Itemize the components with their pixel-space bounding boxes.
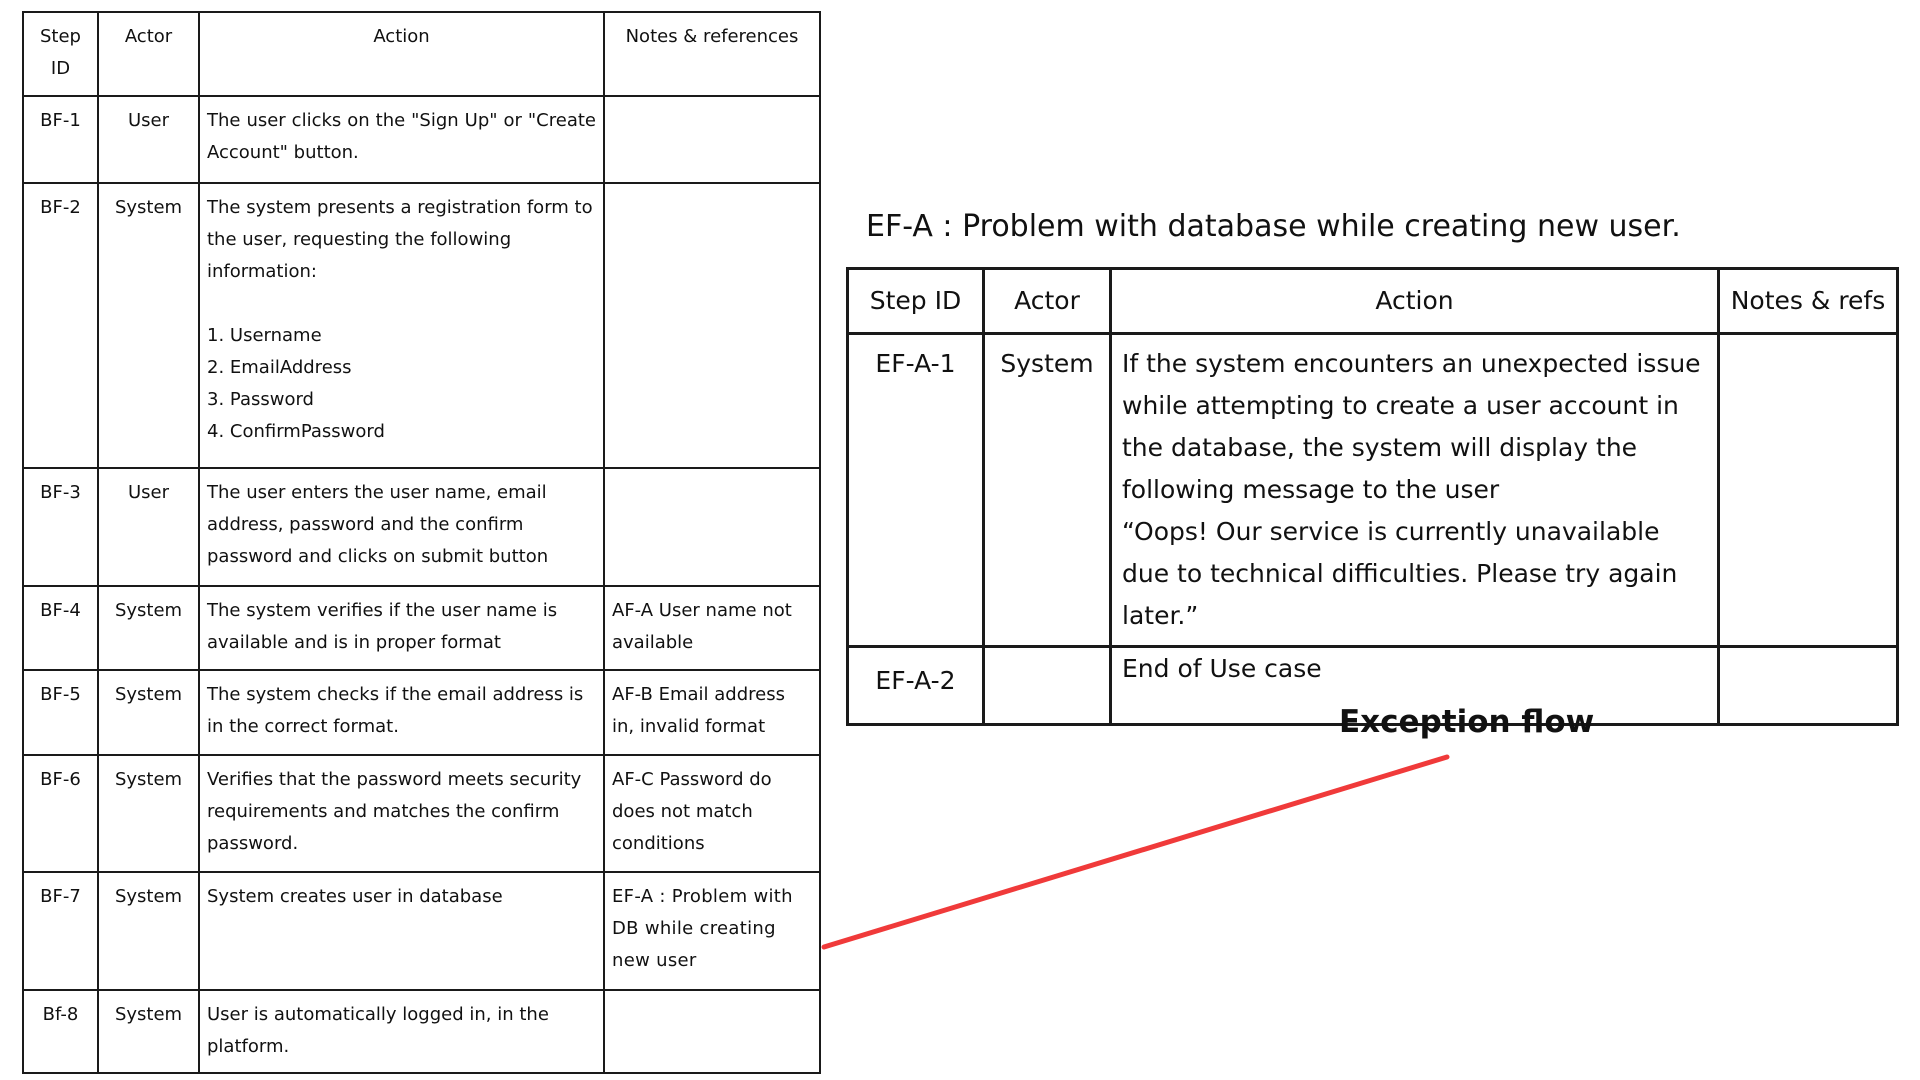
actor: System <box>98 586 199 670</box>
table-header-row <box>848 269 1898 334</box>
header-notes: Notes & refs <box>1719 269 1898 334</box>
list-item: 2. EmailAddress <box>207 357 352 378</box>
action: The system verifies if the user name is available and is in proper format <box>199 586 604 670</box>
exception-flow-table <box>846 267 1899 726</box>
notes <box>1719 334 1898 647</box>
header-notes: Notes & references <box>604 12 820 96</box>
action: The system checks if the email address is in the correct format. <box>199 670 604 755</box>
step-id: BF-7 <box>23 872 98 990</box>
action <box>1111 334 1719 647</box>
header-step-id: Step ID <box>23 12 98 96</box>
notes: AF-A User name not available <box>604 586 820 670</box>
header-actor: Actor <box>984 269 1111 334</box>
action <box>199 183 604 468</box>
action: The user enters the user name, email address, password and the confirm password and clicks on submit button <box>199 468 604 586</box>
step-id: BF-3 <box>23 468 98 586</box>
step-id: Bf-8 <box>23 990 98 1073</box>
header-actor: Actor <box>98 12 199 96</box>
step-id: BF-5 <box>23 670 98 755</box>
list-item: 4. ConfirmPassword <box>207 421 385 442</box>
header-action: Action <box>199 12 604 96</box>
table-row <box>23 183 820 468</box>
table-row <box>23 872 820 990</box>
notes <box>1719 647 1898 725</box>
table-row <box>23 468 820 586</box>
notes: AF-B Email address in, invalid format <box>604 670 820 755</box>
actor: System <box>98 183 199 468</box>
actor: System <box>98 670 199 755</box>
action-intro: The system presents a registration form to the user, requesting the following information: <box>207 197 593 282</box>
exception-flow-title: EF-A : Problem with database while creating new user. <box>866 209 1681 244</box>
actor: System <box>984 334 1111 647</box>
error-message-quote: “Oops! Our service is currently unavailable due to technical difficulties. Please try again later.” <box>1122 517 1678 630</box>
table-row <box>848 334 1898 647</box>
exception-reference: EF-A : Problem with DB while creating new user <box>604 872 820 990</box>
table-row <box>23 755 820 872</box>
connector-line <box>824 757 1447 947</box>
table-header-row <box>23 12 820 96</box>
actor: System <box>98 872 199 990</box>
step-id: BF-6 <box>23 755 98 872</box>
actor <box>984 647 1111 725</box>
table-row <box>23 96 820 183</box>
notes: AF-C Password do does not match conditions <box>604 755 820 872</box>
notes <box>604 183 820 468</box>
step-id: BF-1 <box>23 96 98 183</box>
header-action: Action <box>1111 269 1719 334</box>
notes <box>604 990 820 1073</box>
actor: User <box>98 96 199 183</box>
basic-flow-table <box>22 11 821 1074</box>
table-row <box>23 670 820 755</box>
step-id: EF-A-1 <box>848 334 984 647</box>
actor: System <box>98 755 199 872</box>
actor: System <box>98 990 199 1073</box>
actor: User <box>98 468 199 586</box>
table-row <box>23 586 820 670</box>
action: The user clicks on the "Sign Up" or "Create Account" button. <box>199 96 604 183</box>
action: User is automatically logged in, in the platform. <box>199 990 604 1073</box>
action: Verifies that the password meets security requirements and matches the confirm password. <box>199 755 604 872</box>
list-item: 1. Username <box>207 325 322 346</box>
action: System creates user in database <box>199 872 604 990</box>
exception-flow-caption: Exception flow <box>1339 704 1595 740</box>
header-step-id: Step ID <box>848 269 984 334</box>
step-id: BF-2 <box>23 183 98 468</box>
action: End of Use case <box>1111 647 1719 725</box>
list-item: 3. Password <box>207 389 314 410</box>
step-id: EF-A-2 <box>848 647 984 725</box>
notes <box>604 96 820 183</box>
notes <box>604 468 820 586</box>
action-text: If the system encounters an unexpected issue while attempting to create a user account in the database, the system will display the following message to the user <box>1122 349 1701 504</box>
table-row <box>23 990 820 1073</box>
step-id: BF-4 <box>23 586 98 670</box>
